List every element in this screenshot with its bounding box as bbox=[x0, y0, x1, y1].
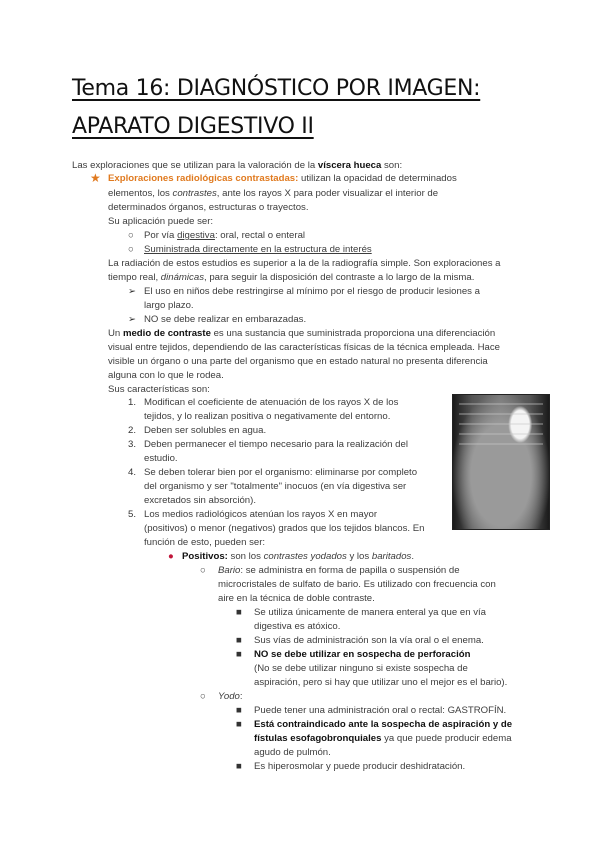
paragraph1-line2: tiempo real, dinámicas, para seguir la disposición del contraste a lo largo de la misma. bbox=[108, 272, 475, 283]
application-item-2: Suministrada directamente en la estructura de interés bbox=[144, 244, 372, 255]
list-number: 2. bbox=[128, 425, 137, 436]
positivos-line: Positivos: son los contrastes yodados y los baritados. bbox=[182, 551, 414, 562]
arrow-item-1-line2: largo plazo. bbox=[144, 300, 194, 311]
bario-line3: aire en la técnica de doble contraste. bbox=[218, 593, 375, 604]
circle-bullet-icon: ○ bbox=[200, 565, 206, 576]
list-item: Los medios radiológicos atenúan los rayos X en mayor bbox=[144, 509, 378, 520]
page-title-line2: APARATO DIGESTIVO II bbox=[72, 114, 314, 139]
bario-sub2: Sus vías de administración son la vía oral o el enema. bbox=[254, 635, 484, 646]
list-number: 4. bbox=[128, 467, 137, 478]
section1-line3: determinados órganos, estructuras o trayectos. bbox=[108, 202, 309, 213]
square-bullet-icon: ■ bbox=[236, 607, 242, 618]
square-bullet-icon: ■ bbox=[236, 761, 242, 772]
bario-sub4-line1: (No se debe utilizar ninguno si existe sospecha de bbox=[254, 663, 468, 674]
yodo-line: Yodo: bbox=[218, 691, 243, 702]
bario-sub1-line2: digestiva es atóxico. bbox=[254, 621, 341, 632]
list-item: Modifican el coeficiente de atenuación de los rayos X de los bbox=[144, 397, 399, 408]
circle-bullet-icon: ○ bbox=[128, 244, 134, 255]
page-title-line1: Tema 16: DIAGNÓSTICO POR IMAGEN: bbox=[72, 76, 481, 101]
bario-line2: microcristales de sulfato de bario. Es utilizado con frecuencia con bbox=[218, 579, 496, 590]
square-bullet-icon: ■ bbox=[236, 705, 242, 716]
list-item: del organismo y ser "totalmente" inocuos (en vía digestiva ser bbox=[144, 481, 407, 492]
bario-sub1-line1: Se utiliza únicamente de manera enteral ya que en vía bbox=[254, 607, 486, 618]
list-item: (positivos) o menor (negativos) grados que los tejidos blancos. En bbox=[144, 523, 425, 534]
arrow-bullet-icon: ➢ bbox=[128, 314, 137, 325]
list-number: 3. bbox=[128, 439, 137, 450]
yodo-sub2-line3: agudo de pulmón. bbox=[254, 747, 331, 758]
arrow-item-1-line1: El uso en niños debe restringirse al mínimo por el riesgo de producir lesiones a bbox=[144, 286, 480, 297]
list-item: Deben ser solubles en agua. bbox=[144, 425, 267, 436]
list-item: estudio. bbox=[144, 453, 178, 464]
paragraph2-line2: visual entre tejidos, dependiendo de las características físicas de la técnica empleada. Hace bbox=[108, 342, 500, 353]
circle-bullet-icon: ○ bbox=[128, 230, 134, 241]
yodo-sub2-line1: Está contraindicado ante la sospecha de aspiración y de bbox=[254, 719, 513, 730]
list-number: 1. bbox=[128, 397, 137, 408]
paragraph1-line1: La radiación de estos estudios es superior a la de la radiografía simple. Son exploraciones a bbox=[108, 258, 501, 269]
list-item: función de esto, pueden ser: bbox=[144, 537, 266, 548]
intro-line: Las exploraciones que se utilizan para la valoración de la víscera hueca son: bbox=[72, 160, 403, 171]
paragraph2-line4: alguna con lo que le rodea. bbox=[108, 370, 224, 381]
section1-line2: elementos, los contrastes, ante los rayos X para poder visualizar el interior de bbox=[108, 188, 439, 199]
list-item: excretados sin absorción). bbox=[144, 495, 256, 506]
paragraph2-line1: Un medio de contraste es una sustancia que suministrada proporciona una diferenciación bbox=[108, 328, 496, 339]
yodo-sub2-line2: fístulas esofagobronquiales ya que puede producir edema bbox=[254, 733, 512, 744]
paragraph2-line3: visible un órgano o una parte del organismo que en estado natural no presenta diferencia bbox=[108, 356, 488, 367]
square-bullet-icon: ■ bbox=[236, 649, 242, 660]
list-number: 5. bbox=[128, 509, 137, 520]
circle-bullet-icon: ○ bbox=[200, 691, 206, 702]
star-bullet-icon: ★ bbox=[90, 171, 101, 185]
square-bullet-icon: ■ bbox=[236, 635, 242, 646]
section1-heading-line: Exploraciones radiológicas contrastadas: utilizan la opacidad de determinados bbox=[108, 173, 457, 184]
yodo-sub3: Es hiperosmolar y puede producir deshidratación. bbox=[254, 761, 466, 772]
bario-line1: Bario: se administra en forma de papilla o suspensión de bbox=[218, 565, 460, 576]
bario-sub3: NO se debe utilizar en sospecha de perforación bbox=[254, 649, 471, 660]
section1-line4: Su aplicación puede ser: bbox=[108, 216, 214, 227]
arrow-item-2: NO se debe realizar en embarazadas. bbox=[144, 314, 307, 325]
bario-sub4-line2: aspiración, pero si hay que utilizar uno el mejor es el bario). bbox=[254, 677, 508, 688]
application-item-1: Por vía digestiva: oral, rectal o enteral bbox=[144, 230, 306, 241]
arrow-bullet-icon: ➢ bbox=[128, 286, 137, 297]
list-item: tejidos, y lo realizan positiva o negativamente del entorno. bbox=[144, 411, 391, 422]
abdominal-xray-image bbox=[452, 394, 550, 530]
yodo-sub1: Puede tener una administración oral o rectal: GASTROFÍN. bbox=[254, 705, 507, 716]
list-item: Se deben tolerar bien por el organismo: eliminarse por completo bbox=[144, 467, 418, 478]
list-item: Deben permanecer el tiempo necesario para la realización del bbox=[144, 439, 408, 450]
paragraph3: Sus características son: bbox=[108, 384, 210, 395]
filled-bullet-icon: ● bbox=[168, 551, 174, 562]
square-bullet-icon: ■ bbox=[236, 719, 242, 730]
